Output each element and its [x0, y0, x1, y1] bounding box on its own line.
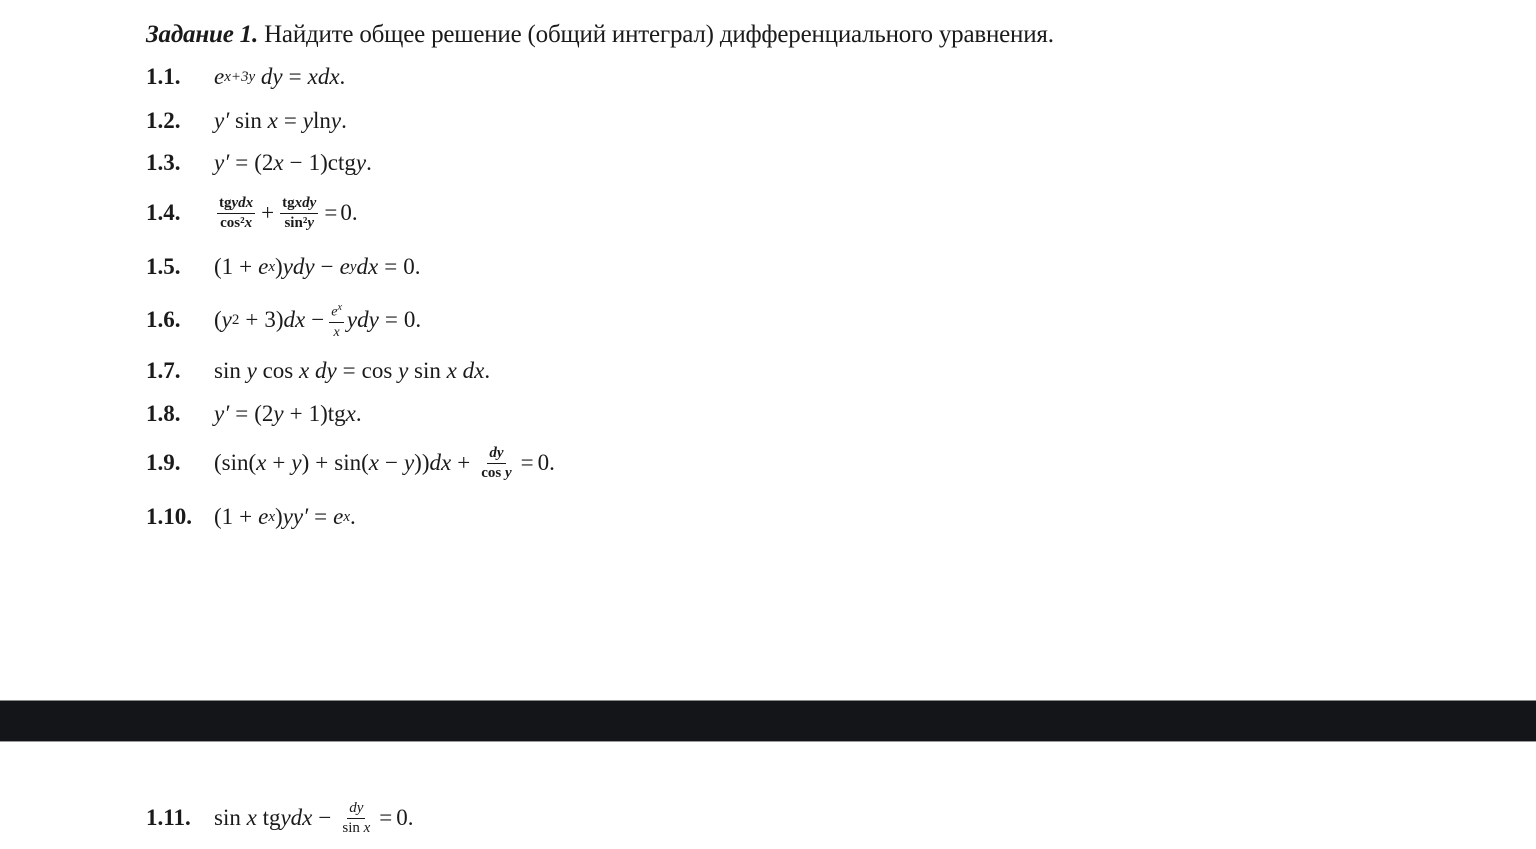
problem-number: 1.5. — [146, 254, 181, 279]
problem-equation: e x+3y dy = xdx . — [214, 64, 346, 89]
problem-equation: (1 + e x ) ydy − e y dx = 0. — [214, 254, 421, 279]
task-heading — [146, 19, 1054, 51]
problem-equation: (1 + e x ) yy′ = e x . — [214, 504, 356, 529]
problem-1-5 — [146, 247, 420, 287]
problem-equation: sin x tg ydx − $\frac{dy}{\text{sin x}}$ = 0. — [214, 799, 414, 836]
problem-number: 1.10. — [146, 504, 192, 529]
problem-number: 1.11. — [146, 805, 191, 830]
problem-number: 1.9. — [146, 450, 181, 475]
problem-1-6 — [146, 300, 421, 340]
problem-1-10 — [146, 497, 356, 537]
problem-1-2 — [146, 101, 347, 141]
problem-equation: y′ = (2 y + 1)tg x . — [214, 401, 362, 426]
problem-equation: ( y 2 + 3) dx − $\frac{e^x}{x}$ ydy = 0. — [214, 299, 421, 341]
problem-equation: y′ = (2 x − 1)ctg y . — [214, 150, 372, 175]
problem-1-3 — [146, 143, 372, 183]
problem-1-4 — [146, 193, 358, 233]
task-heading-text: Найдите общее решение (общий интеграл) дифференциального уравнения. — [258, 21, 1054, 48]
problem-number: 1.3. — [146, 150, 181, 175]
page-separator — [0, 700, 1536, 742]
problem-1-1 — [146, 57, 345, 97]
problem-number: 1.1. — [146, 64, 181, 89]
problem-number: 1.4. — [146, 200, 181, 225]
problem-1-11 — [146, 798, 414, 838]
problem-1-9 — [146, 443, 555, 483]
problem-number: 1.6. — [146, 307, 181, 332]
problem-number: 1.2. — [146, 108, 181, 133]
problem-equation: $\frac{\text{tgydx}}{\text{cos²x}}$ + $\frac{\text{tgxdy}}{\text{sin²y}}$ = 0. — [219, 194, 358, 231]
problem-number: 1.8. — [146, 401, 181, 426]
task-heading-lead: Задание 1. — [146, 21, 259, 48]
problem-number: 1.7. — [146, 358, 181, 383]
problem-1-8 — [146, 394, 362, 434]
problem-equation: (sin( x + y ) + sin( x − y )) dx + $\frac{dy}{\text{cos y}}$ = 0. — [214, 444, 555, 481]
problem-equation: y′ sin x = y ln y . — [214, 108, 347, 133]
problem-equation: sin y cos x dy = cos y sin x dx . — [214, 358, 491, 383]
problem-1-7 — [146, 351, 490, 391]
document-page-2 — [0, 742, 1536, 849]
